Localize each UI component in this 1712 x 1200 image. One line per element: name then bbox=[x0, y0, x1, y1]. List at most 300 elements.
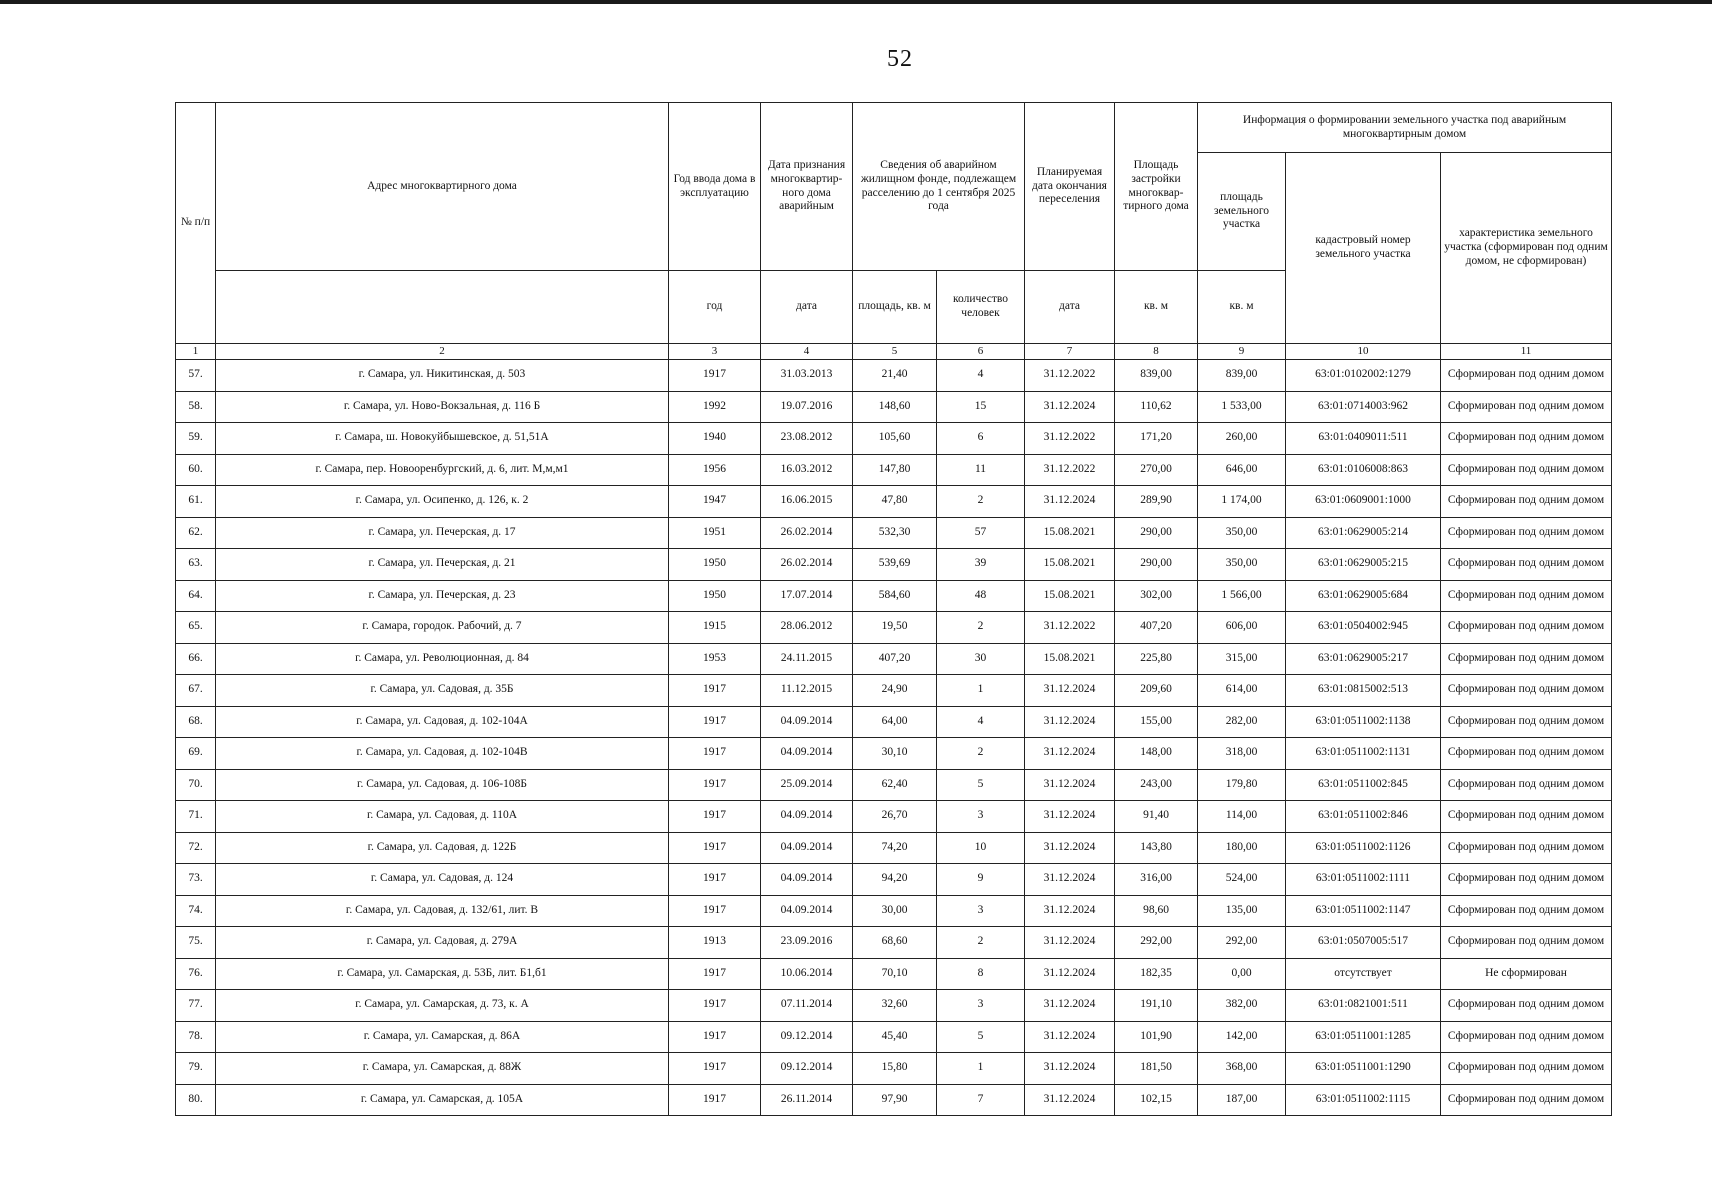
people-cell: 57 bbox=[937, 517, 1025, 549]
land-status-cell: Сформирован под одним домом bbox=[1441, 486, 1612, 518]
building-area-cell: 101,90 bbox=[1115, 1021, 1198, 1053]
people-cell: 2 bbox=[937, 486, 1025, 518]
row-number: 61. bbox=[176, 486, 216, 518]
cadastral-number-cell: 63:01:0511002:1111 bbox=[1286, 864, 1441, 896]
people-cell: 30 bbox=[937, 643, 1025, 675]
planned-date-cell: 31.12.2024 bbox=[1025, 769, 1115, 801]
row-number: 71. bbox=[176, 801, 216, 833]
people-cell: 5 bbox=[937, 1021, 1025, 1053]
people-cell: 15 bbox=[937, 391, 1025, 423]
area-cell: 32,60 bbox=[853, 990, 937, 1022]
recognition-date-cell: 04.09.2014 bbox=[761, 706, 853, 738]
cadastral-number-cell: 63:01:0511002:845 bbox=[1286, 769, 1441, 801]
area-cell: 30,00 bbox=[853, 895, 937, 927]
land-status-cell: Сформирован под одним домом bbox=[1441, 517, 1612, 549]
building-area-cell: 143,80 bbox=[1115, 832, 1198, 864]
land-area-cell: 382,00 bbox=[1198, 990, 1286, 1022]
land-area-cell: 318,00 bbox=[1198, 738, 1286, 770]
recognition-date-cell: 23.08.2012 bbox=[761, 423, 853, 455]
land-status-cell: Сформирован под одним домом bbox=[1441, 549, 1612, 581]
land-status-cell: Сформирован под одним домом bbox=[1441, 769, 1612, 801]
address-cell: г. Самара, ул. Садовая, д. 132/61, лит. В bbox=[216, 895, 669, 927]
building-area-cell: 839,00 bbox=[1115, 360, 1198, 392]
people-cell: 4 bbox=[937, 360, 1025, 392]
table-row bbox=[176, 580, 1612, 612]
land-area-cell: 350,00 bbox=[1198, 549, 1286, 581]
cadastral-number-cell: 63:01:0821001:511 bbox=[1286, 990, 1441, 1022]
cadastral-number-cell: 63:01:0409011:511 bbox=[1286, 423, 1441, 455]
recognition-date-cell: 28.06.2012 bbox=[761, 612, 853, 644]
building-area-cell: 225,80 bbox=[1115, 643, 1198, 675]
address-cell: г. Самара, ул. Садовая, д. 102-104А bbox=[216, 706, 669, 738]
table-row bbox=[176, 423, 1612, 455]
cadastral-number-cell: 63:01:0511002:1131 bbox=[1286, 738, 1441, 770]
land-status-cell: Сформирован под одним домом bbox=[1441, 612, 1612, 644]
planned-date-cell: 31.12.2022 bbox=[1025, 454, 1115, 486]
planned-date-cell: 31.12.2022 bbox=[1025, 360, 1115, 392]
land-area-cell: 180,00 bbox=[1198, 832, 1286, 864]
table-row bbox=[176, 864, 1612, 896]
column-number: 6 bbox=[937, 344, 1025, 360]
year-cell: 1913 bbox=[669, 927, 761, 959]
cadastral-number-cell: 63:01:0511002:1138 bbox=[1286, 706, 1441, 738]
year-cell: 1917 bbox=[669, 1053, 761, 1085]
year-cell: 1917 bbox=[669, 958, 761, 990]
row-number: 79. bbox=[176, 1053, 216, 1085]
unit-sqm-land: кв. м bbox=[1198, 271, 1286, 344]
cadastral-number-cell: 63:01:0511002:1147 bbox=[1286, 895, 1441, 927]
address-cell: г. Самара, ул. Садовая, д. 106-108Б bbox=[216, 769, 669, 801]
address-cell: г. Самара, ул. Печерская, д. 23 bbox=[216, 580, 669, 612]
land-area-cell: 0,00 bbox=[1198, 958, 1286, 990]
year-cell: 1940 bbox=[669, 423, 761, 455]
recognition-date-cell: 09.12.2014 bbox=[761, 1021, 853, 1053]
header-year-built: Год ввода дома в эксплуатацию bbox=[669, 103, 761, 271]
year-cell: 1950 bbox=[669, 580, 761, 612]
table-row bbox=[176, 549, 1612, 581]
cadastral-number-cell: 63:01:0511001:1290 bbox=[1286, 1053, 1441, 1085]
area-cell: 584,60 bbox=[853, 580, 937, 612]
building-area-cell: 182,35 bbox=[1115, 958, 1198, 990]
cadastral-number-cell: 63:01:0714003:962 bbox=[1286, 391, 1441, 423]
header-cadastral: кадастровый номер земельного участка bbox=[1286, 153, 1441, 344]
table-row bbox=[176, 675, 1612, 707]
year-cell: 1917 bbox=[669, 801, 761, 833]
cadastral-number-cell: 63:01:0102002:1279 bbox=[1286, 360, 1441, 392]
year-cell: 1917 bbox=[669, 769, 761, 801]
row-number: 76. bbox=[176, 958, 216, 990]
recognition-date-cell: 31.03.2013 bbox=[761, 360, 853, 392]
table-row bbox=[176, 612, 1612, 644]
column-number: 7 bbox=[1025, 344, 1115, 360]
column-number-row bbox=[176, 344, 1612, 360]
land-area-cell: 135,00 bbox=[1198, 895, 1286, 927]
row-number: 66. bbox=[176, 643, 216, 675]
land-status-cell: Сформирован под одним домом bbox=[1441, 927, 1612, 959]
year-cell: 1917 bbox=[669, 675, 761, 707]
cadastral-number-cell: 63:01:0511002:1126 bbox=[1286, 832, 1441, 864]
planned-date-cell: 31.12.2024 bbox=[1025, 1053, 1115, 1085]
land-status-cell: Сформирован под одним домом bbox=[1441, 454, 1612, 486]
area-cell: 24,90 bbox=[853, 675, 937, 707]
address-cell: г. Самара, ул. Никитинская, д. 503 bbox=[216, 360, 669, 392]
people-cell: 6 bbox=[937, 423, 1025, 455]
land-area-cell: 114,00 bbox=[1198, 801, 1286, 833]
column-number: 11 bbox=[1441, 344, 1612, 360]
address-cell: г. Самара, ул. Садовая, д. 35Б bbox=[216, 675, 669, 707]
address-cell: г. Самара, ул. Ново-Вокзальная, д. 116 Б bbox=[216, 391, 669, 423]
row-number: 65. bbox=[176, 612, 216, 644]
planned-date-cell: 31.12.2024 bbox=[1025, 1084, 1115, 1116]
header-land-char: характеристика земельного участка (сформирован под одним домом, не сформирован) bbox=[1441, 153, 1612, 344]
table-row bbox=[176, 769, 1612, 801]
land-area-cell: 260,00 bbox=[1198, 423, 1286, 455]
year-cell: 1917 bbox=[669, 1021, 761, 1053]
building-area-cell: 292,00 bbox=[1115, 927, 1198, 959]
people-cell: 11 bbox=[937, 454, 1025, 486]
table-row bbox=[176, 517, 1612, 549]
year-cell: 1917 bbox=[669, 990, 761, 1022]
top-border-rule bbox=[0, 0, 1712, 4]
building-area-cell: 181,50 bbox=[1115, 1053, 1198, 1085]
building-area-cell: 148,00 bbox=[1115, 738, 1198, 770]
people-cell: 1 bbox=[937, 1053, 1025, 1085]
land-area-cell: 524,00 bbox=[1198, 864, 1286, 896]
land-status-cell: Не сформирован bbox=[1441, 958, 1612, 990]
row-number: 58. bbox=[176, 391, 216, 423]
column-number: 8 bbox=[1115, 344, 1198, 360]
address-cell: г. Самара, ул. Садовая, д. 124 bbox=[216, 864, 669, 896]
unit-people: количество человек bbox=[937, 271, 1025, 344]
page-number: 52 bbox=[887, 46, 913, 72]
area-cell: 407,20 bbox=[853, 643, 937, 675]
header-date-recognized: Дата признания многоквартир-ного дома аварийным bbox=[761, 103, 853, 271]
year-cell: 1992 bbox=[669, 391, 761, 423]
cadastral-number-cell: 63:01:0609001:1000 bbox=[1286, 486, 1441, 518]
recognition-date-cell: 10.06.2014 bbox=[761, 958, 853, 990]
address-cell: г. Самара, ул. Печерская, д. 21 bbox=[216, 549, 669, 581]
land-area-cell: 1 566,00 bbox=[1198, 580, 1286, 612]
cadastral-number-cell: отсутствует bbox=[1286, 958, 1441, 990]
people-cell: 3 bbox=[937, 990, 1025, 1022]
land-area-cell: 179,80 bbox=[1198, 769, 1286, 801]
people-cell: 48 bbox=[937, 580, 1025, 612]
row-number: 64. bbox=[176, 580, 216, 612]
land-status-cell: Сформирован под одним домом bbox=[1441, 895, 1612, 927]
land-status-cell: Сформирован под одним домом bbox=[1441, 706, 1612, 738]
recognition-date-cell: 16.03.2012 bbox=[761, 454, 853, 486]
planned-date-cell: 31.12.2024 bbox=[1025, 958, 1115, 990]
land-status-cell: Сформирован под одним домом bbox=[1441, 360, 1612, 392]
row-number: 60. bbox=[176, 454, 216, 486]
column-number: 5 bbox=[853, 344, 937, 360]
area-cell: 532,30 bbox=[853, 517, 937, 549]
planned-date-cell: 31.12.2022 bbox=[1025, 423, 1115, 455]
area-cell: 45,40 bbox=[853, 1021, 937, 1053]
building-area-cell: 102,15 bbox=[1115, 1084, 1198, 1116]
building-area-cell: 270,00 bbox=[1115, 454, 1198, 486]
planned-date-cell: 31.12.2024 bbox=[1025, 864, 1115, 896]
land-status-cell: Сформирован под одним домом bbox=[1441, 391, 1612, 423]
column-number: 9 bbox=[1198, 344, 1286, 360]
row-number: 78. bbox=[176, 1021, 216, 1053]
building-area-cell: 290,00 bbox=[1115, 517, 1198, 549]
year-cell: 1947 bbox=[669, 486, 761, 518]
cadastral-number-cell: 63:01:0504002:945 bbox=[1286, 612, 1441, 644]
people-cell: 2 bbox=[937, 738, 1025, 770]
area-cell: 74,20 bbox=[853, 832, 937, 864]
column-number: 1 bbox=[176, 344, 216, 360]
building-area-cell: 155,00 bbox=[1115, 706, 1198, 738]
table-body bbox=[176, 360, 1612, 1116]
people-cell: 1 bbox=[937, 675, 1025, 707]
area-cell: 148,60 bbox=[853, 391, 937, 423]
cadastral-number-cell: 63:01:0629005:214 bbox=[1286, 517, 1441, 549]
column-number: 2 bbox=[216, 344, 669, 360]
land-status-cell: Сформирован под одним домом bbox=[1441, 675, 1612, 707]
column-number: 3 bbox=[669, 344, 761, 360]
people-cell: 4 bbox=[937, 706, 1025, 738]
people-cell: 5 bbox=[937, 769, 1025, 801]
cadastral-number-cell: 63:01:0629005:217 bbox=[1286, 643, 1441, 675]
address-cell: г. Самара, ул. Самарская, д. 105А bbox=[216, 1084, 669, 1116]
building-area-cell: 191,10 bbox=[1115, 990, 1198, 1022]
area-cell: 68,60 bbox=[853, 927, 937, 959]
land-status-cell: Сформирован под одним домом bbox=[1441, 864, 1612, 896]
planned-date-cell: 15.08.2021 bbox=[1025, 643, 1115, 675]
table-row bbox=[176, 895, 1612, 927]
area-cell: 147,80 bbox=[853, 454, 937, 486]
recognition-date-cell: 09.12.2014 bbox=[761, 1053, 853, 1085]
row-number: 57. bbox=[176, 360, 216, 392]
cadastral-number-cell: 63:01:0511002:846 bbox=[1286, 801, 1441, 833]
unit-area: площадь, кв. м bbox=[853, 271, 937, 344]
building-area-cell: 243,00 bbox=[1115, 769, 1198, 801]
year-cell: 1917 bbox=[669, 706, 761, 738]
emergency-housing-table bbox=[175, 102, 1612, 1116]
address-cell: г. Самара, ул. Печерская, д. 17 bbox=[216, 517, 669, 549]
recognition-date-cell: 26.02.2014 bbox=[761, 517, 853, 549]
recognition-date-cell: 04.09.2014 bbox=[761, 895, 853, 927]
row-number: 72. bbox=[176, 832, 216, 864]
recognition-date-cell: 04.09.2014 bbox=[761, 864, 853, 896]
recognition-date-cell: 07.11.2014 bbox=[761, 990, 853, 1022]
recognition-date-cell: 04.09.2014 bbox=[761, 801, 853, 833]
area-cell: 539,69 bbox=[853, 549, 937, 581]
land-area-cell: 614,00 bbox=[1198, 675, 1286, 707]
row-number: 59. bbox=[176, 423, 216, 455]
recognition-date-cell: 04.09.2014 bbox=[761, 738, 853, 770]
area-cell: 19,50 bbox=[853, 612, 937, 644]
area-cell: 26,70 bbox=[853, 801, 937, 833]
area-cell: 21,40 bbox=[853, 360, 937, 392]
planned-date-cell: 31.12.2024 bbox=[1025, 927, 1115, 959]
area-cell: 70,10 bbox=[853, 958, 937, 990]
header-building-area: Площадь застройки многоквар-тирного дома bbox=[1115, 103, 1198, 271]
row-number: 73. bbox=[176, 864, 216, 896]
address-cell: г. Самара, ул. Самарская, д. 88Ж bbox=[216, 1053, 669, 1085]
row-number: 74. bbox=[176, 895, 216, 927]
header-land-info: Информация о формировании земельного участка под аварийным многоквартирным домом bbox=[1198, 103, 1612, 153]
header-address-blank bbox=[216, 271, 669, 344]
building-area-cell: 316,00 bbox=[1115, 864, 1198, 896]
table-row bbox=[176, 927, 1612, 959]
header-planned-date: Планируемая дата окончания переселения bbox=[1025, 103, 1115, 271]
year-cell: 1917 bbox=[669, 738, 761, 770]
land-area-cell: 1 533,00 bbox=[1198, 391, 1286, 423]
recognition-date-cell: 19.07.2016 bbox=[761, 391, 853, 423]
address-cell: г. Самара, ул. Садовая, д. 122Б bbox=[216, 832, 669, 864]
land-area-cell: 142,00 bbox=[1198, 1021, 1286, 1053]
land-status-cell: Сформирован под одним домом bbox=[1441, 801, 1612, 833]
planned-date-cell: 31.12.2022 bbox=[1025, 612, 1115, 644]
table-row bbox=[176, 1084, 1612, 1116]
building-area-cell: 289,90 bbox=[1115, 486, 1198, 518]
recognition-date-cell: 26.02.2014 bbox=[761, 549, 853, 581]
unit-year: год bbox=[669, 271, 761, 344]
planned-date-cell: 31.12.2024 bbox=[1025, 895, 1115, 927]
planned-date-cell: 31.12.2024 bbox=[1025, 675, 1115, 707]
land-area-cell: 368,00 bbox=[1198, 1053, 1286, 1085]
row-number: 77. bbox=[176, 990, 216, 1022]
header-emergency-fund: Сведения об аварийном жилищном фонде, подлежащем расселению до 1 сентября 2025 года bbox=[853, 103, 1025, 271]
recognition-date-cell: 25.09.2014 bbox=[761, 769, 853, 801]
year-cell: 1917 bbox=[669, 864, 761, 896]
land-status-cell: Сформирован под одним домом bbox=[1441, 423, 1612, 455]
cadastral-number-cell: 63:01:0511001:1285 bbox=[1286, 1021, 1441, 1053]
row-number: 62. bbox=[176, 517, 216, 549]
recognition-date-cell: 23.09.2016 bbox=[761, 927, 853, 959]
building-area-cell: 171,20 bbox=[1115, 423, 1198, 455]
table-row bbox=[176, 643, 1612, 675]
row-number: 70. bbox=[176, 769, 216, 801]
people-cell: 9 bbox=[937, 864, 1025, 896]
land-status-cell: Сформирован под одним домом bbox=[1441, 1021, 1612, 1053]
planned-date-cell: 31.12.2024 bbox=[1025, 706, 1115, 738]
year-cell: 1917 bbox=[669, 360, 761, 392]
people-cell: 39 bbox=[937, 549, 1025, 581]
planned-date-cell: 31.12.2024 bbox=[1025, 486, 1115, 518]
area-cell: 47,80 bbox=[853, 486, 937, 518]
land-status-cell: Сформирован под одним домом bbox=[1441, 643, 1612, 675]
cadastral-number-cell: 63:01:0106008:863 bbox=[1286, 454, 1441, 486]
land-area-cell: 350,00 bbox=[1198, 517, 1286, 549]
year-cell: 1917 bbox=[669, 895, 761, 927]
planned-date-cell: 31.12.2024 bbox=[1025, 1021, 1115, 1053]
recognition-date-cell: 24.11.2015 bbox=[761, 643, 853, 675]
table-row bbox=[176, 706, 1612, 738]
building-area-cell: 91,40 bbox=[1115, 801, 1198, 833]
address-cell: г. Самара, ул. Самарская, д. 73, к. А bbox=[216, 990, 669, 1022]
cadastral-number-cell: 63:01:0507005:517 bbox=[1286, 927, 1441, 959]
recognition-date-cell: 26.11.2014 bbox=[761, 1084, 853, 1116]
land-status-cell: Сформирован под одним домом bbox=[1441, 1084, 1612, 1116]
year-cell: 1956 bbox=[669, 454, 761, 486]
building-area-cell: 98,60 bbox=[1115, 895, 1198, 927]
row-number: 68. bbox=[176, 706, 216, 738]
area-cell: 94,20 bbox=[853, 864, 937, 896]
table-row bbox=[176, 360, 1612, 392]
table-row bbox=[176, 801, 1612, 833]
building-area-cell: 110,62 bbox=[1115, 391, 1198, 423]
row-number: 75. bbox=[176, 927, 216, 959]
table-row bbox=[176, 1021, 1612, 1053]
row-number: 67. bbox=[176, 675, 216, 707]
table-row bbox=[176, 990, 1612, 1022]
header-address: Адрес многоквартирного дома bbox=[216, 103, 669, 271]
unit-sqm-building: кв. м bbox=[1115, 271, 1198, 344]
year-cell: 1953 bbox=[669, 643, 761, 675]
address-cell: г. Самара, ул. Самарская, д. 86А bbox=[216, 1021, 669, 1053]
address-cell: г. Самара, ул. Садовая, д. 102-104В bbox=[216, 738, 669, 770]
land-area-cell: 315,00 bbox=[1198, 643, 1286, 675]
people-cell: 7 bbox=[937, 1084, 1025, 1116]
recognition-date-cell: 17.07.2014 bbox=[761, 580, 853, 612]
building-area-cell: 209,60 bbox=[1115, 675, 1198, 707]
building-area-cell: 302,00 bbox=[1115, 580, 1198, 612]
address-cell: г. Самара, пер. Новооренбургский, д. 6, лит. М,м,м1 bbox=[216, 454, 669, 486]
area-cell: 97,90 bbox=[853, 1084, 937, 1116]
area-cell: 105,60 bbox=[853, 423, 937, 455]
column-number: 4 bbox=[761, 344, 853, 360]
building-area-cell: 290,00 bbox=[1115, 549, 1198, 581]
table-row bbox=[176, 486, 1612, 518]
area-cell: 62,40 bbox=[853, 769, 937, 801]
land-area-cell: 187,00 bbox=[1198, 1084, 1286, 1116]
table-row bbox=[176, 832, 1612, 864]
land-area-cell: 292,00 bbox=[1198, 927, 1286, 959]
row-number: 63. bbox=[176, 549, 216, 581]
people-cell: 2 bbox=[937, 927, 1025, 959]
address-cell: г. Самара, ул. Садовая, д. 279А bbox=[216, 927, 669, 959]
unit-date-2: дата bbox=[1025, 271, 1115, 344]
planned-date-cell: 31.12.2024 bbox=[1025, 801, 1115, 833]
planned-date-cell: 31.12.2024 bbox=[1025, 391, 1115, 423]
planned-date-cell: 15.08.2021 bbox=[1025, 580, 1115, 612]
people-cell: 3 bbox=[937, 895, 1025, 927]
land-status-cell: Сформирован под одним домом bbox=[1441, 580, 1612, 612]
area-cell: 64,00 bbox=[853, 706, 937, 738]
recognition-date-cell: 11.12.2015 bbox=[761, 675, 853, 707]
address-cell: г. Самара, ул. Революционная, д. 84 bbox=[216, 643, 669, 675]
building-area-cell: 407,20 bbox=[1115, 612, 1198, 644]
land-area-cell: 282,00 bbox=[1198, 706, 1286, 738]
land-status-cell: Сформирован под одним домом bbox=[1441, 832, 1612, 864]
table-row bbox=[176, 738, 1612, 770]
header-land-area: площадь земельного участка bbox=[1198, 153, 1286, 271]
year-cell: 1951 bbox=[669, 517, 761, 549]
people-cell: 8 bbox=[937, 958, 1025, 990]
planned-date-cell: 31.12.2024 bbox=[1025, 990, 1115, 1022]
column-number: 10 bbox=[1286, 344, 1441, 360]
land-area-cell: 839,00 bbox=[1198, 360, 1286, 392]
land-area-cell: 606,00 bbox=[1198, 612, 1286, 644]
planned-date-cell: 15.08.2021 bbox=[1025, 517, 1115, 549]
cadastral-number-cell: 63:01:0629005:215 bbox=[1286, 549, 1441, 581]
year-cell: 1950 bbox=[669, 549, 761, 581]
row-number: 69. bbox=[176, 738, 216, 770]
table-row bbox=[176, 391, 1612, 423]
address-cell: г. Самара, ул. Садовая, д. 110А bbox=[216, 801, 669, 833]
unit-date: дата bbox=[761, 271, 853, 344]
year-cell: 1917 bbox=[669, 1084, 761, 1116]
planned-date-cell: 31.12.2024 bbox=[1025, 832, 1115, 864]
table-row bbox=[176, 1053, 1612, 1085]
planned-date-cell: 31.12.2024 bbox=[1025, 738, 1115, 770]
land-area-cell: 1 174,00 bbox=[1198, 486, 1286, 518]
table-row bbox=[176, 958, 1612, 990]
area-cell: 30,10 bbox=[853, 738, 937, 770]
